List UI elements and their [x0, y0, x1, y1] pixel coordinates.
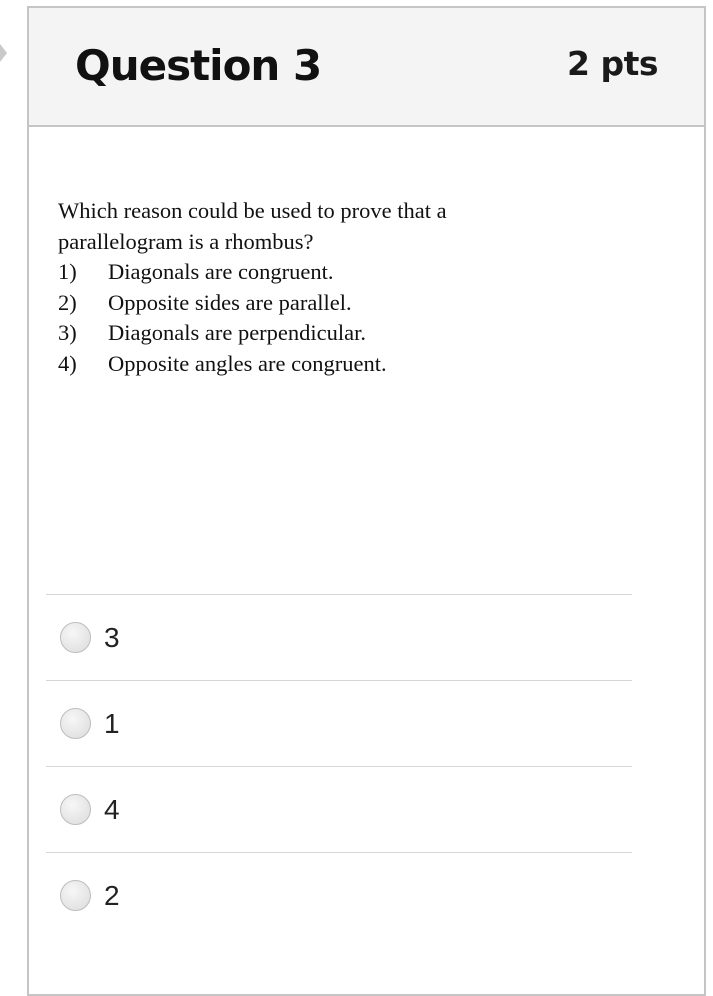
answer-label[interactable]: 1 — [104, 707, 120, 739]
question-option — [58, 349, 578, 380]
answer-option-1[interactable] — [46, 680, 632, 766]
option-number: 3) — [58, 320, 77, 345]
option-text: Diagonals are perpendicular. — [108, 320, 367, 345]
option-number: 4) — [58, 350, 77, 376]
option-text: Opposite angles are congruent. — [108, 350, 387, 376]
option-text: Opposite sides are parallel. — [108, 289, 352, 315]
question-option — [58, 318, 578, 349]
answer-label[interactable]: 4 — [104, 793, 120, 825]
question-text — [58, 196, 578, 379]
option-number: 1) — [58, 259, 77, 284]
question-points: 2 pts — [567, 44, 658, 83]
question-option — [58, 288, 578, 319]
answer-option-3[interactable] — [46, 594, 632, 680]
question-option — [58, 257, 578, 288]
radio-unselected-icon[interactable] — [60, 794, 91, 825]
question-stem-line: parallelogram is a rhombus? — [58, 228, 314, 254]
question-header — [29, 8, 704, 127]
radio-unselected-icon[interactable] — [60, 880, 91, 911]
question-stem-line: Which reason could be used to prove that a — [58, 198, 447, 223]
answer-option-4[interactable] — [46, 766, 632, 852]
answer-option-2[interactable] — [46, 852, 632, 938]
option-text: Diagonals are congruent. — [108, 259, 334, 284]
question-title: Question 3 — [75, 41, 322, 90]
radio-unselected-icon[interactable] — [60, 708, 91, 739]
flag-icon[interactable] — [0, 44, 7, 62]
option-number: 2) — [58, 289, 77, 315]
answer-label[interactable]: 3 — [104, 621, 120, 653]
answer-label[interactable]: 2 — [104, 879, 120, 911]
answer-list — [46, 594, 632, 938]
radio-unselected-icon[interactable] — [60, 622, 91, 653]
